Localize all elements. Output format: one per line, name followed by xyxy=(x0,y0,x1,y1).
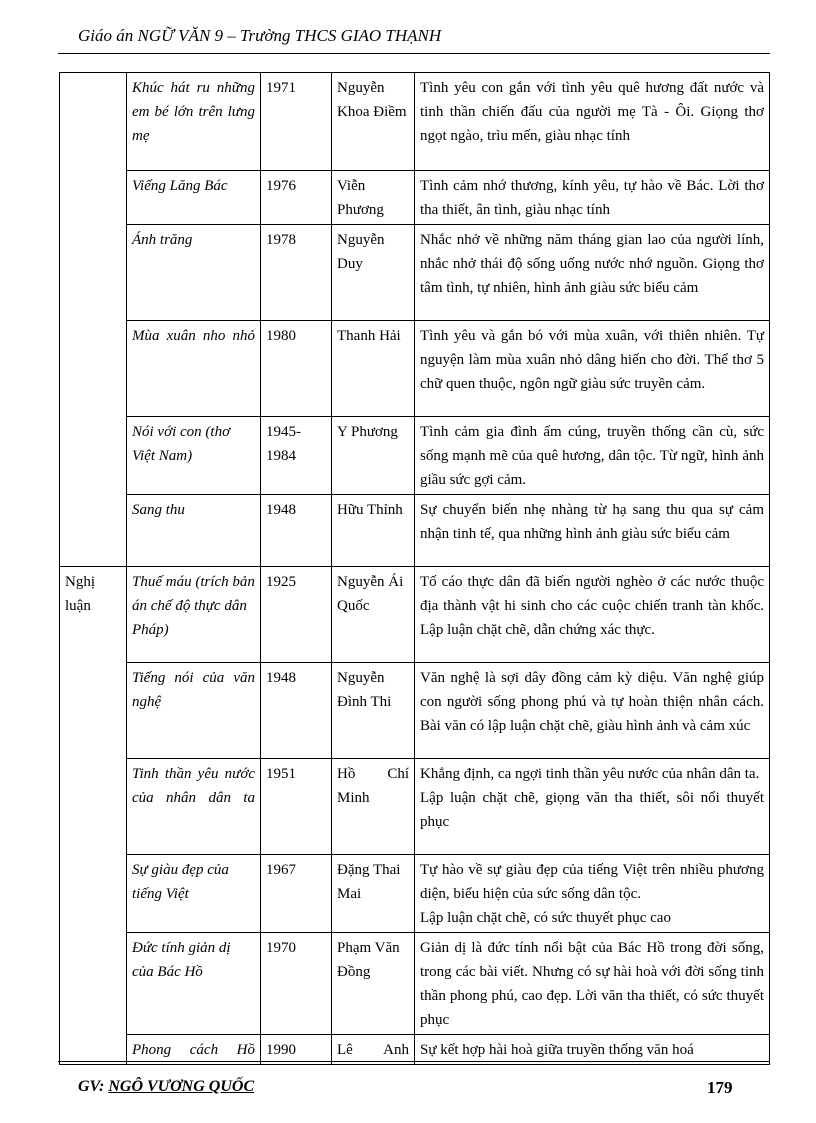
content-line: Khẳng định, ca ngợi tinh thần yêu nước của nhân dân ta. xyxy=(420,766,760,782)
teacher-name: NGÔ VƯƠNG QUỐC xyxy=(108,1078,255,1095)
content-line: Nhắc nhở về những năm tháng gian lao của người lính, nhắc nhở thái độ sống uống nước nhớ nguồn. Giọng thơ tâm tình, tự nhiên, hình ảnh giàu sức biểu cảm xyxy=(420,232,764,296)
table-row xyxy=(60,933,770,1035)
footer-teacher xyxy=(78,1078,254,1096)
table-row xyxy=(60,417,770,495)
content-cell xyxy=(415,933,770,1035)
author-cell: Nguyễn Ái Quốc xyxy=(332,567,415,663)
table-body xyxy=(60,73,770,1065)
content-line: Sự chuyển biến nhẹ nhàng từ hạ sang thu qua sự cảm nhận tinh tế, qua những hình ảnh giàu sức biểu cảm xyxy=(420,502,764,542)
table-row xyxy=(60,663,770,759)
title-cell: Ánh trăng xyxy=(127,225,261,321)
content-line: Tự hào về sự giàu đẹp của tiếng Việt trên nhiều phương diện, biểu hiện của sức sống dân tộc. xyxy=(420,862,764,902)
content-line: Tình yêu con gắn với tình yêu quê hương đất nước và tinh thần chiến đấu của người mẹ Tà - Ôi. Giọng thơ ngọt ngào, trìu mến, giàu nhạc tính xyxy=(420,80,764,144)
title-cell: Đức tính giản dị của Bác Hồ xyxy=(127,933,261,1035)
footer-divider xyxy=(58,1061,770,1062)
year-cell: 1925 xyxy=(261,567,332,663)
author-cell: Nguyễn Duy xyxy=(332,225,415,321)
year-cell: 1971 xyxy=(261,73,332,171)
content-cell xyxy=(415,73,770,171)
title-cell: Sự giàu đẹp của tiếng Việt xyxy=(127,855,261,933)
content-cell xyxy=(415,171,770,225)
year-cell: 1980 xyxy=(261,321,332,417)
content-line: Lập luận chặt chẽ, có sức thuyết phục cao xyxy=(420,910,671,926)
author-cell: Hữu Thỉnh xyxy=(332,495,415,567)
author-cell: Hồ Chí Minh xyxy=(332,759,415,855)
literature-table xyxy=(59,72,770,1065)
content-line: Tình cảm gia đình ấm cúng, truyền thống cần cù, sức sống mạnh mẽ của quê hương, dân tộc. Từ ngữ, hình ảnh giầu sức gợi cảm. xyxy=(420,424,764,488)
title-cell: Phong cách Hồ xyxy=(127,1035,261,1065)
year-cell: 1967 xyxy=(261,855,332,933)
table-row xyxy=(60,73,770,171)
title-cell: Sang thu xyxy=(127,495,261,567)
author-cell: Lê Anh xyxy=(332,1035,415,1065)
content-line: Văn nghệ là sợi dây đồng cảm kỳ diệu. Văn nghệ giúp con người sống phong phú và tự hoàn thiện nhân cách. Bài văn có lập luận chặt chẽ, giàu hình ảnh và cảm xúc xyxy=(420,670,764,734)
genre-cell xyxy=(60,73,127,567)
year-cell: 1990 xyxy=(261,1035,332,1065)
page-header: Giáo án NGỮ VĂN 9 – Trường THCS GIAO THẠNH xyxy=(78,26,442,45)
content-cell xyxy=(415,855,770,933)
author-cell: Nguyễn Khoa Điềm xyxy=(332,73,415,171)
title-cell: Thuế máu (trích bản án chế độ thực dân Pháp) xyxy=(127,567,261,663)
title-cell: Nói với con (thơ Việt Nam) xyxy=(127,417,261,495)
table-row xyxy=(60,567,770,663)
title-cell: Mùa xuân nho nhỏ xyxy=(127,321,261,417)
table-row xyxy=(60,759,770,855)
header-divider xyxy=(58,53,770,54)
content-line: Tình yêu và gắn bó với mùa xuân, với thiên nhiên. Tự nguyện làm mùa xuân nhỏ dâng hiến cho đời. Thể thơ 5 chữ quen thuộc, ngôn ngữ giàu sức truyền cảm. xyxy=(420,328,764,392)
year-cell: 1948 xyxy=(261,663,332,759)
author-cell: Y Phương xyxy=(332,417,415,495)
author-cell: Nguyễn Đình Thi xyxy=(332,663,415,759)
title-cell: Viếng Lăng Bác xyxy=(127,171,261,225)
content-cell xyxy=(415,663,770,759)
genre-cell: Nghị luận xyxy=(60,567,127,1065)
content-cell xyxy=(415,321,770,417)
author-cell: Viễn Phương xyxy=(332,171,415,225)
table-row xyxy=(60,225,770,321)
year-cell: 1970 xyxy=(261,933,332,1035)
table-row xyxy=(60,1035,770,1065)
page-number: 179 xyxy=(707,1078,733,1097)
author-cell: Thanh Hải xyxy=(332,321,415,417)
table-row xyxy=(60,855,770,933)
title-cell: Khúc hát ru những em bé lớn trên lưng mẹ xyxy=(127,73,261,171)
teacher-label: GV: xyxy=(78,1078,109,1095)
title-cell: Tinh thần yêu nước của nhân dân ta xyxy=(127,759,261,855)
year-cell: 1948 xyxy=(261,495,332,567)
content-line: Lập luận chặt chẽ, giọng văn tha thiết, sôi nổi thuyết phục xyxy=(420,790,764,830)
content-cell xyxy=(415,567,770,663)
year-cell: 1978 xyxy=(261,225,332,321)
author-cell: Đặng Thai Mai xyxy=(332,855,415,933)
title-cell: Tiếng nói của văn nghệ xyxy=(127,663,261,759)
content-line: Tố cáo thực dân đã biến người nghèo ở các nước thuộc địa thành vật hi sinh cho các cuộc chiến tranh tàn khốc. Lập luận chặt chẽ, dẫn chứng xác thực. xyxy=(420,574,764,638)
year-cell: 1945-1984 xyxy=(261,417,332,495)
content-line: Giản dị là đức tính nổi bật của Bác Hồ trong đời sống, trong các bài viết. Nhưng có sự hài hoà với đời sống tinh thần phong phú, cao đẹp. Lời văn tha thiết, có sức thuyết phục xyxy=(420,940,764,1028)
content-cell xyxy=(415,759,770,855)
content-cell xyxy=(415,225,770,321)
content-cell xyxy=(415,417,770,495)
content-line: Sự kết hợp hài hoà giữa truyền thống văn hoá xyxy=(420,1042,694,1058)
table-row xyxy=(60,495,770,567)
year-cell: 1951 xyxy=(261,759,332,855)
table-row xyxy=(60,321,770,417)
content-cell xyxy=(415,1035,770,1065)
content-cell xyxy=(415,495,770,567)
table-row xyxy=(60,171,770,225)
year-cell: 1976 xyxy=(261,171,332,225)
author-cell: Phạm Văn Đồng xyxy=(332,933,415,1035)
content-line: Tình cảm nhớ thương, kính yêu, tự hào về Bác. Lời thơ tha thiết, ân tình, giàu nhạc tính xyxy=(420,178,764,218)
